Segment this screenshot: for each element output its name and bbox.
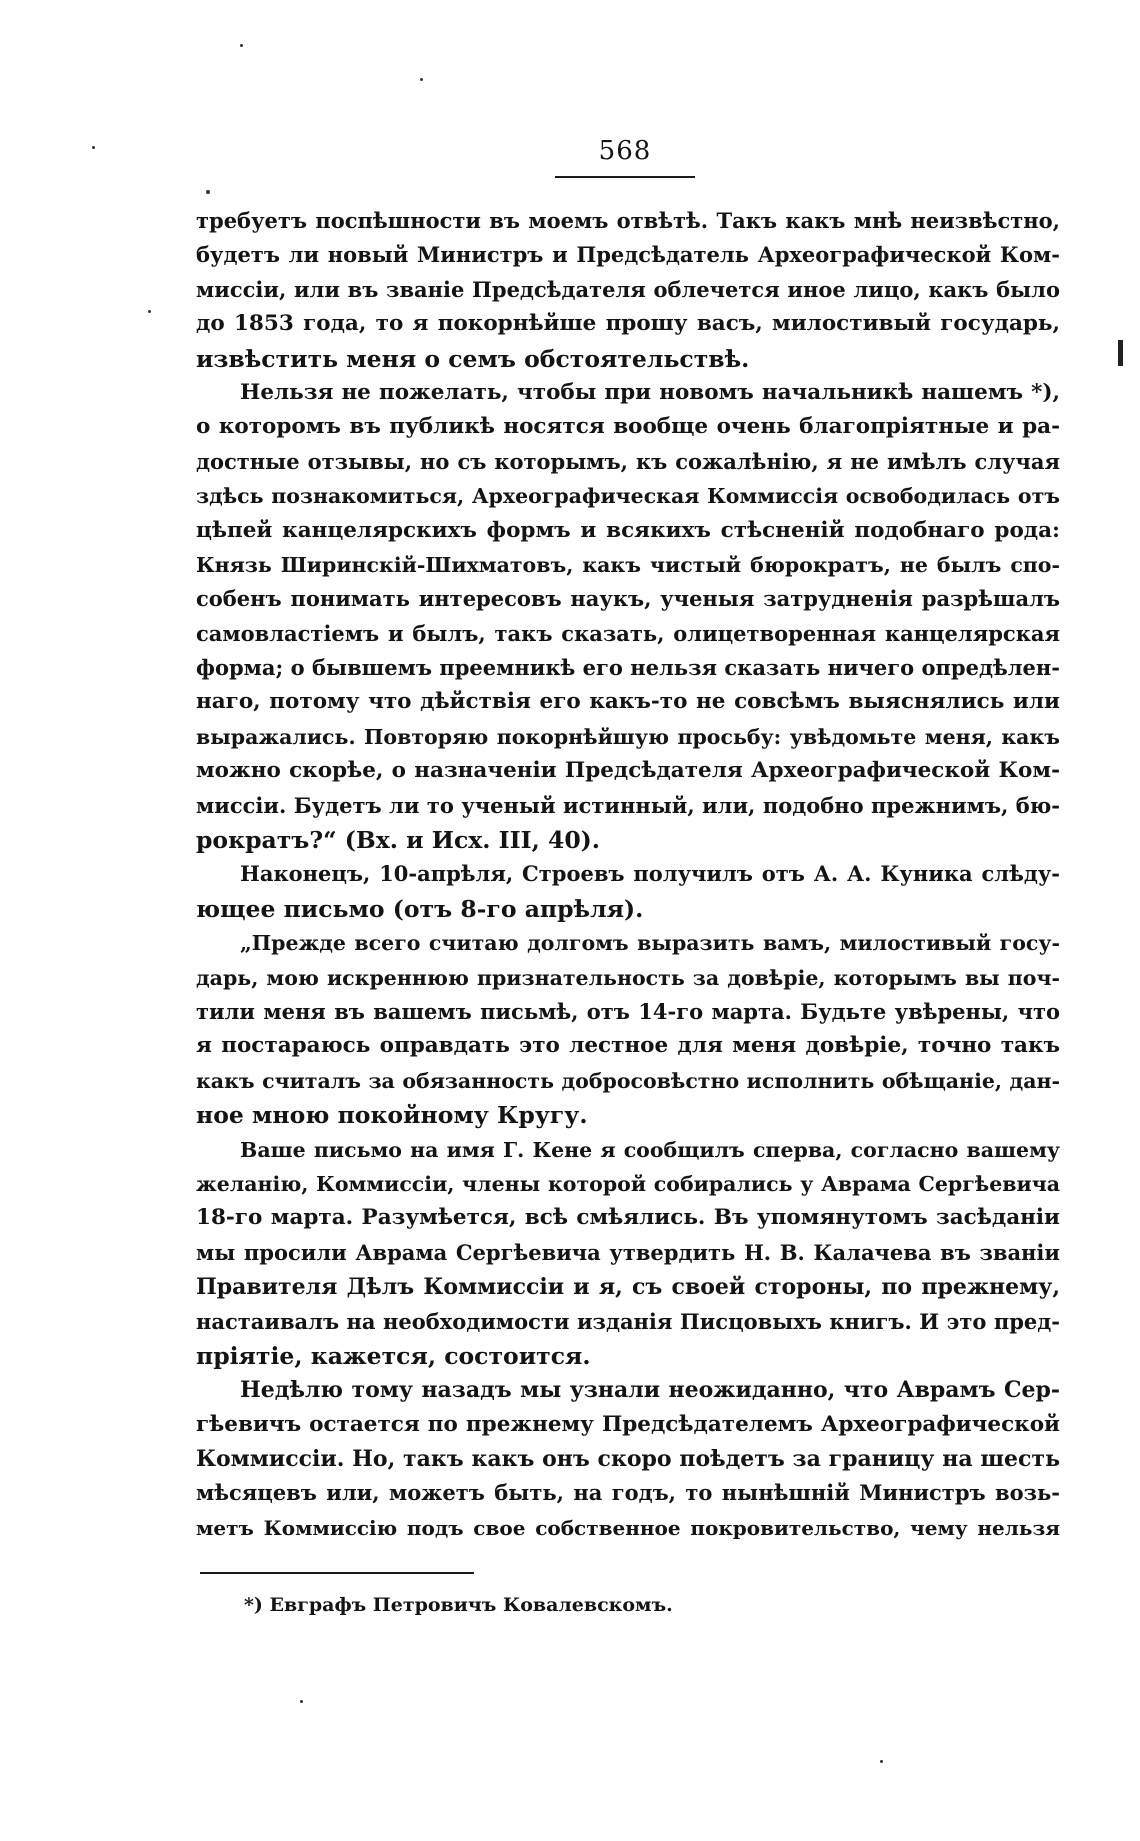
- text-line: я постараюсь оправдать это лестное для меня довѣріе, точно такъ: [196, 1033, 1060, 1059]
- scan-speck: [420, 78, 423, 81]
- text-line: ющее письмо (отъ 8-го апрѣля).: [196, 894, 644, 923]
- text-line: мѣсяцевъ или, можетъ быть, на годъ, то нынѣшній Министръ возь-: [196, 1480, 1060, 1506]
- text-line: пріятіе, кажется, состоится.: [196, 1341, 591, 1370]
- text-line: наго, потому что дѣйствія его какъ-то не совсѣмъ выяснялись или: [196, 689, 1060, 715]
- text-line: миссіи. Будетъ ли то ученый истинный, или, подобно прежнимъ, бю-: [196, 792, 1060, 818]
- text-line: метъ Коммиссію подъ свое собственное покровительство, чему нельзя: [196, 1515, 1060, 1540]
- text-line: будетъ ли новый Министръ и Предсѣдатель Археографической Ком-: [196, 242, 1060, 268]
- text-line: гѣевичъ остается по прежнему Предсѣдателемъ Археографической: [196, 1411, 1060, 1437]
- text-line: здѣсь познакомиться, Археографическая Коммиссія освободилась отъ: [196, 484, 1060, 509]
- text-line: ное мною покойному Кругу.: [196, 1101, 588, 1130]
- text-line: желанію, Коммиссіи, члены которой собирались у Аврама Сергѣевича: [196, 1171, 1060, 1196]
- text-line: выражались. Повторяю покорнѣйшую просьбу: увѣдомьте меня, какъ: [196, 724, 1060, 749]
- scan-speck: [148, 310, 151, 313]
- text-line: тили меня въ вашемъ письмѣ, отъ 14-го марта. Будьте увѣрены, что: [196, 998, 1060, 1024]
- scan-speck: [300, 1700, 303, 1703]
- text-line: Ваше письмо на имя Г. Кене я сообщилъ сперва, согласно вашему: [240, 1137, 1060, 1162]
- text-line: какъ считалъ за обязанность добросовѣстно исполнить обѣщаніе, дан-: [196, 1068, 1060, 1093]
- footnote: *) Евграфъ Петровичъ Ковалевскомъ.: [244, 1594, 673, 1616]
- text-line: самовластіемъ и былъ, такъ сказать, олицетворенная канцелярская: [196, 620, 1060, 646]
- scan-speck: [240, 44, 243, 47]
- edge-mark: [1118, 340, 1123, 366]
- text-line: мы просили Аврама Сергѣевича утвердить Н. В. Калачева въ званіи: [196, 1239, 1060, 1265]
- text-line: „Прежде всего считаю долгомъ выразить вамъ, милостивый госу-: [240, 931, 1060, 956]
- text-line: Коммиссіи. Но, такъ какъ онъ скоро поѣдетъ за границу на шесть: [196, 1446, 1060, 1473]
- scan-speck: [880, 1760, 883, 1763]
- footnote-rule: [200, 1572, 474, 1574]
- text-line: Наконецъ, 10-апрѣля, Строевъ получилъ отъ А. А. Куника слѣду-: [240, 861, 1060, 887]
- page-number-rule: [555, 176, 695, 178]
- text-line: можно скорѣе, о назначеніи Предсѣдателя Археографической Ком-: [196, 758, 1060, 784]
- text-line: Нельзя не пожелать, чтобы при новомъ начальникѣ нашемъ *),: [240, 379, 1060, 405]
- text-line: Правителя Дѣлъ Коммиссіи и я, съ своей стороны, по прежнему,: [196, 1274, 1060, 1301]
- text-line: миссіи, или въ званіе Предсѣдателя облечется иное лицо, какъ было: [196, 276, 1060, 302]
- text-line: настаивалъ на необходимости изданія Писцовыхъ книгъ. И это пред-: [196, 1308, 1060, 1334]
- text-line: Недѣлю тому назадъ мы узнали неожиданно, что Аврамъ Сер-: [240, 1377, 1060, 1404]
- body-text: [196, 204, 1060, 1545]
- text-line: дарь, мою искреннюю признательность за довѣріе, которымъ вы поч-: [196, 965, 1060, 990]
- text-line: 18-го марта. Разумѣется, всѣ смѣялись. Въ упомянутомъ засѣданіи: [196, 1205, 1060, 1231]
- page-number: 568: [598, 136, 652, 166]
- text-line: собенъ понимать интересовъ наукъ, ученыя затрудненія разрѣшалъ: [196, 586, 1060, 612]
- text-line: форма; о бывшемъ преемникѣ его нельзя сказать ничего опредѣлен-: [196, 655, 1060, 681]
- scan-speck: [206, 190, 210, 194]
- text-line: о которомъ въ публикѣ носятся вообще очень благопріятные и ра-: [196, 414, 1060, 440]
- text-line: до 1853 года, то я покорнѣйше прошу васъ, милостивый государь,: [196, 311, 1060, 337]
- text-line: достные отзывы, но съ которымъ, къ сожалѣнію, я не имѣлъ случая: [196, 448, 1060, 474]
- scan-speck: [92, 146, 95, 149]
- text-line: требуетъ поспѣшности въ моемъ отвѣтѣ. Такъ какъ мнѣ неизвѣстно,: [196, 208, 1060, 233]
- text-line: извѣстить меня о семъ обстоятельствѣ.: [196, 344, 750, 373]
- text-line: рократъ?“ (Вх. и Исх. III, 40).: [196, 826, 600, 855]
- text-line: Князь Ширинскій-Шихматовъ, какъ чистый бюрократъ, не былъ спо-: [196, 552, 1060, 577]
- text-line: цѣпей канцелярскихъ формъ и всякихъ стѣсненій подобнаго рода:: [196, 517, 1060, 543]
